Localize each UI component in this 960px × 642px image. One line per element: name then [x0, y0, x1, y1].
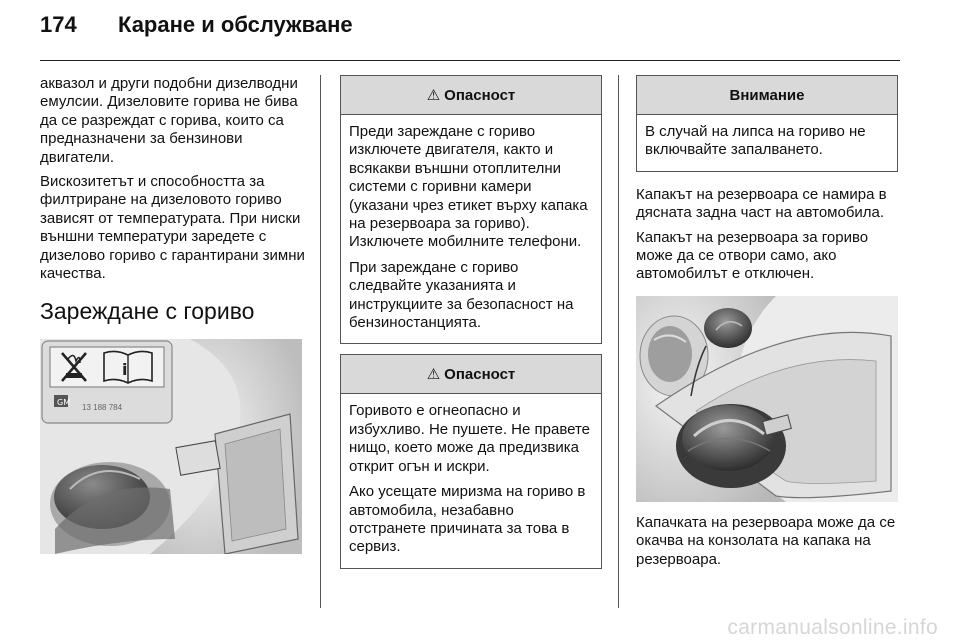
- watermark: carmanualsonline.info: [727, 616, 938, 639]
- header-rule: [40, 60, 900, 61]
- column-2: [340, 75, 602, 579]
- caution-box-title: Внимание: [729, 86, 805, 104]
- paragraph: аквазол и други подобни дизелводни емулсии. Дизеловите горива не бива да се разреждат с горива, които са предназначени за бензинови двигатели.: [40, 75, 298, 166]
- paragraph: Капакът на резервоара се намира в дясната задна част на автомобила.: [636, 185, 887, 222]
- warning-triangle-icon: ⚠: [426, 87, 441, 104]
- column-divider: [618, 75, 619, 608]
- page-title: Каране и обслужване: [118, 12, 353, 37]
- paragraph: Капакът на резервоара за гориво може да се отвори само, ако автомобилът е отключен.: [636, 228, 869, 283]
- danger-box-header: [341, 355, 601, 394]
- danger-box-header: [341, 76, 601, 115]
- paragraph: Вискозитетът и способността за филтриране на дизеловото гориво зависят от температурата. При ниски външни температури заредете с дизелово гориво с гарантирани зимни качества.: [40, 173, 305, 283]
- page-header: [40, 12, 353, 38]
- fuel-cap: [676, 404, 786, 488]
- warning-triangle-icon: ⚠: [426, 366, 441, 384]
- svg-text:GM: GM: [57, 398, 71, 408]
- paragraph: Преди зареждане с гориво изключете двигателя, както и всякакви външни отоплителни системи с горивни камери (указани чрез етикет върху капака на резервоара за гориво). Изключете мобилните телефони.: [349, 123, 588, 251]
- danger-box-title: Опасност: [444, 86, 516, 104]
- figure-caption: Капачката на резервоара може да се окачва на конзолата на капака на резервоара.: [636, 513, 896, 568]
- caution-box: [636, 75, 898, 172]
- paragraph: В случай на липса на гориво не включвайте запалването.: [645, 123, 866, 159]
- column-divider: [320, 75, 321, 608]
- page-number: 174: [40, 12, 77, 37]
- svg-text:i: i: [122, 360, 128, 380]
- danger-box: [340, 75, 602, 344]
- caution-box-header: [637, 76, 897, 115]
- column-3: [636, 75, 898, 575]
- section-heading: Зареждане с гориво: [40, 298, 255, 325]
- figure-code: 13 188 784: [82, 403, 123, 413]
- fuel-cap-illustration: [636, 296, 898, 502]
- paragraph: При зареждане с гориво следвайте указанията и инструкциите за безопасност на бензиностанцията.: [349, 258, 574, 332]
- paragraph: Горивото е огнеопасно и избухливо. Не пушете. Не правете нищо, което може да предизвика открит огън и искри.: [349, 402, 591, 475]
- danger-box: [340, 354, 602, 568]
- column-1: [40, 75, 308, 554]
- paragraph: Ако усещате миризма на гориво в автомобила, незабавно отстранете причината за това в сервиз.: [349, 483, 586, 556]
- danger-box-title: Опасност: [444, 365, 516, 383]
- fuel-filler-label-illustration: [40, 339, 302, 554]
